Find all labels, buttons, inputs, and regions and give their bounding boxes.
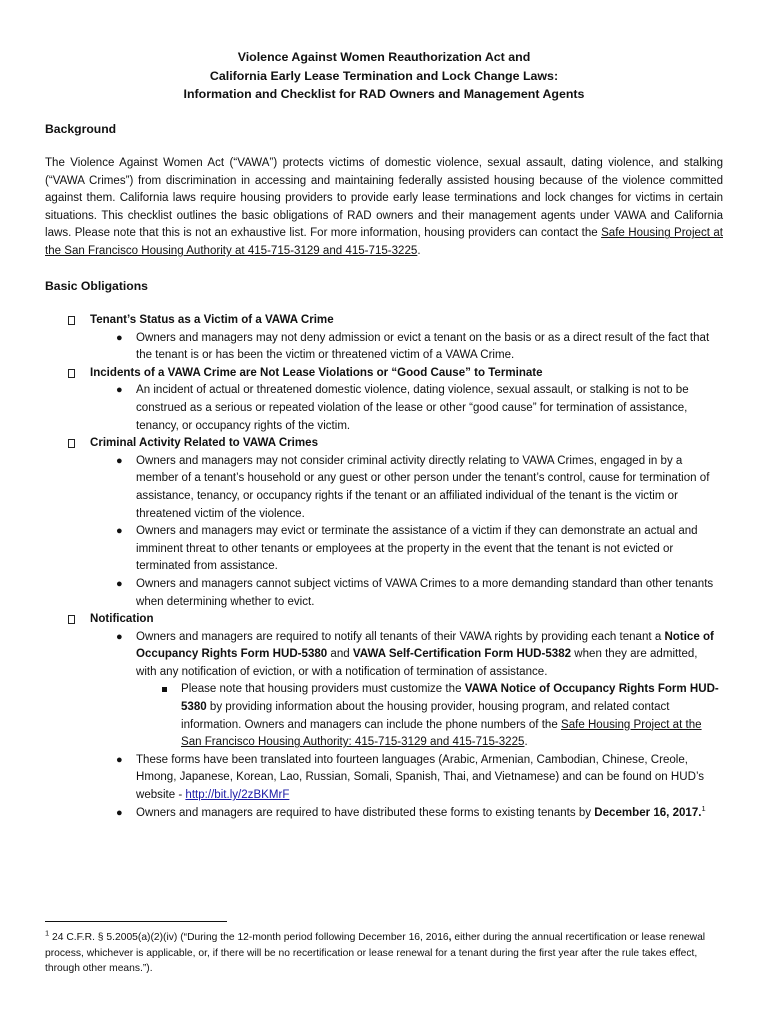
list-item (0, 576, 721, 611)
footnote (45, 930, 725, 977)
list-item-text: Owners and managers may not deny admission or evict a tenant on the basis or as a direct result of the fact that the tenant is or has been the victim or threatened victim of a VAWA Crime. (136, 331, 710, 362)
background-paragraph (45, 155, 723, 261)
checkbox-icon[interactable] (68, 369, 75, 378)
background-heading: Background (45, 122, 117, 136)
background-text: The Violence Against Women Act (“VAWA”) protects victims of domestic violence, sexual assault, dating violence, and stalking (“VAWA Crimes”) from discrimination in accessing and maintaining federally assisted housing because of the violence committed against them. California laws require housing providers to provide early lease terminations and lock changes for victims in certain situations. This checklist outlines the basic obligations of RAD owners and their management agents under VAWA and California laws. Please note that this is not an exhaustive list. For more information, housing providers can contact the (45, 157, 723, 240)
background-period: . (417, 244, 421, 257)
bullet-icon: ● (116, 454, 123, 467)
list-item-text: Owners and managers may evict or terminate the assistance of a victim if they can demonstrate an actual and imminent threat to other tenants or employees at the property in the event that the tenant is not evicted or terminated from assistance. (136, 525, 698, 573)
checklist-section-not-lease-violations (0, 365, 768, 435)
list-item-text: Owners and managers may not consider criminal activity directly relating to VAWA Crimes, engaged in by a member of a tenant’s household or any guest or other person under the tenant’s control, cause for termination of assistance, tenancy, or occupancy rights if the tenant or an affiliated individual of the tenant is the victim or threatened victim of the violence. (136, 454, 710, 520)
obligations-checklist (0, 312, 768, 822)
list-item (0, 752, 721, 805)
safe-housing-contact-2: Safe Housing Project at the San Francisco Housing Authority: 415-715-3129 and 415-715-3225 (181, 718, 702, 749)
checklist-section-notification (0, 611, 768, 822)
checkbox-icon[interactable] (68, 615, 75, 624)
list-item (0, 453, 721, 523)
footnote-comma: , (448, 932, 452, 943)
list-item-text: Owners and managers cannot subject victims of VAWA Crimes to a more demanding standard than other tenants when determining whether to evict. (136, 577, 714, 608)
section-header (0, 435, 768, 453)
footnote-marker: 1 (45, 928, 50, 938)
checkbox-icon[interactable] (68, 439, 75, 448)
bullet-icon: ● (116, 753, 123, 766)
list-item-text: Please note that housing providers must customize the (181, 683, 465, 696)
list-item (0, 330, 721, 365)
section-title: Tenant’s Status as a Victim of a VAWA Crime (90, 314, 334, 326)
checkbox-icon[interactable] (68, 316, 75, 325)
list-item-text: by providing information about the housing provider, housing program, and related contact information. Owners and managers can include the phone numbers of the (181, 701, 670, 731)
list-item-text: when they are admitted, with any notification of eviction, or with a notification of termination of assistance. (136, 648, 698, 678)
list-item (0, 629, 721, 682)
title-line-1: Violence Against Women Reauthorization Act and (237, 50, 531, 64)
section-header (0, 611, 768, 629)
footnote-reference: 1 (701, 803, 706, 813)
hud-website-link[interactable]: http://bit.ly/2zBKMrF (185, 789, 290, 802)
section-title: Criminal Activity Related to VAWA Crimes (90, 437, 318, 450)
footnote-divider (45, 921, 227, 922)
sub-list-item (0, 681, 724, 751)
footnote-text: 24 C.F.R. § 5.2005(a)(2)(iv) (“During the 12-month period following December 16, 2016 (49, 932, 449, 943)
form-hud-5382: VAWA Self-Certification Form HUD-5382 (352, 648, 572, 661)
checklist-section-criminal-activity (0, 435, 768, 611)
list-item-text: Owners and managers are required to notify all tenants of their VAWA rights by providing each tenant a (136, 630, 665, 643)
square-bullet-icon (162, 687, 167, 692)
checklist-section-victim-status (0, 312, 768, 365)
bullet-icon: ● (116, 577, 123, 590)
title-line-2: California Early Lease Termination and Lock Change Laws: (209, 68, 559, 83)
list-item-text: These forms have been translated into fourteen languages (Arabic, Armenian, Cambodian, Chinese, Creole, Hmong, Japanese, Korean, Lao, Russian, Somali, Spanish, Thai, and Vietnamese) and can be found on HUD’s website - (136, 753, 705, 802)
bullet-icon: ● (116, 806, 123, 819)
bullet-icon: ● (116, 331, 123, 344)
bullet-icon: ● (116, 630, 123, 643)
section-header (0, 312, 768, 330)
list-item-text: and (327, 648, 353, 661)
form-hud-5380: Notice of Occupancy Rights Form HUD-5380 (136, 630, 714, 661)
document-title (0, 48, 768, 104)
section-title: Incidents of a VAWA Crime are Not Lease Violations or “Good Cause” to Terminate (90, 366, 543, 379)
list-item (0, 805, 721, 823)
section-title: Notification (90, 613, 154, 626)
basic-obligations-heading: Basic Obligations (45, 279, 148, 293)
list-item-text: Owners and managers are required to have distributed these forms to existing tenants by (136, 806, 595, 819)
list-item (0, 382, 721, 435)
bullet-icon: ● (116, 525, 123, 538)
footnote-text: either during the annual recertification or lease renewal process, whichever is applicable, or, if there will be no recertification or lease renewal for a tenant during the first year after the rule takes effect, through other means.”). (45, 932, 706, 975)
title-line-3: Information and Checklist for RAD Owners and Management Agents (183, 87, 585, 101)
safe-housing-contact: Safe Housing Project at the San Francisco Housing Authority at 415-715-3129 and 415-715-3225 (45, 227, 723, 257)
form-name: VAWA Notice of Occupancy Rights Form HUD-5380 (181, 683, 719, 714)
deadline-date: December 16, 2017. (594, 806, 702, 819)
list-item-text: An incident of actual or threatened domestic violence, dating violence, sexual assault, or stalking is not to be construed as a serious or repeated violation of the lease or other “good cause” for termination of assistance, tenancy, or occupancy rights of the victim. (136, 384, 689, 432)
section-header (0, 365, 768, 383)
bullet-icon: ● (116, 384, 123, 397)
list-item-text: . (524, 736, 528, 749)
list-item (0, 523, 721, 576)
